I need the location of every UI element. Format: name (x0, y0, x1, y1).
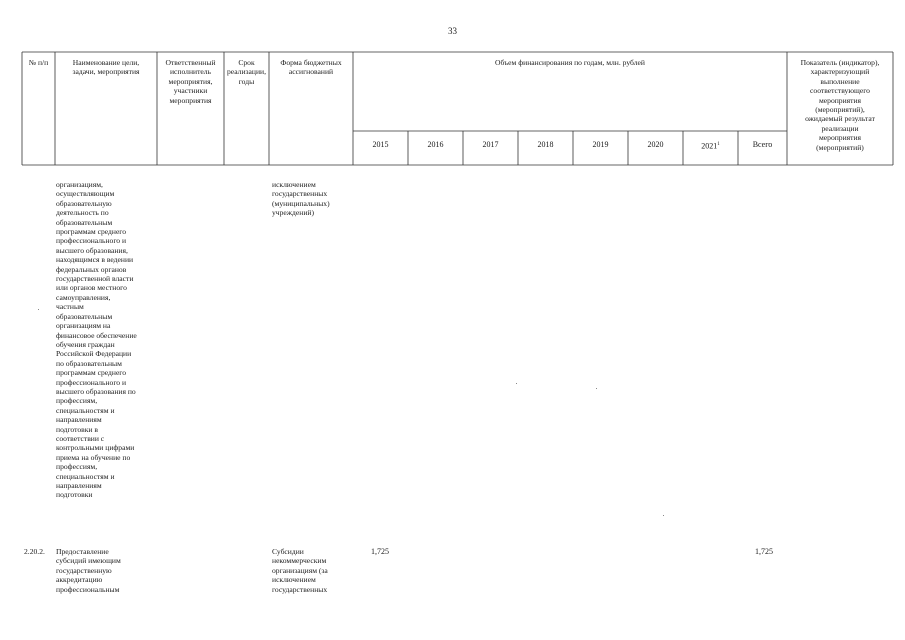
header-year-2018: 2018 (537, 140, 554, 149)
scan-speck (663, 515, 664, 516)
header-year-2021 (683, 140, 738, 151)
row-value-2015: 1,725 (371, 547, 389, 556)
row-value-total: 1,725 (755, 547, 773, 556)
header-form: Форма бюджетных ассигнований (280, 58, 342, 77)
row-number: 2.20.2. (24, 547, 45, 556)
continued-row-form: исключением государственных (муниципальных) учреждений) (272, 180, 330, 218)
continued-row-name: организациям, осуществляющим образовательную деятельность по образовательным программам среднего профессионального и высшего образования, находящимся в ведении федеральных органов государственной власти или органов местного самоуправления, частным образовательным организациям на финансовое обеспечение обучения граждан Российской Федерации по образовательным программам среднего профессионального и высшего образования по профессиям, специальностям и направлениям подготовки в соответствии с контрольными цифрами приема на обучение по профессиям, специальностям и направлениям подготовки (56, 180, 137, 500)
header-total: Всего (752, 140, 773, 149)
scan-speck (596, 388, 597, 389)
footnote-marker: 1 (717, 142, 720, 147)
header-responsible: Ответственный исполнитель мероприятия, участники мероприятия (165, 58, 216, 105)
header-name: Наименование цели, задачи, мероприятия (72, 58, 140, 77)
header-no: № п/п (28, 58, 49, 67)
header-year-2019: 2019 (592, 140, 609, 149)
header-term: Срок реализации, годы (226, 58, 266, 86)
header-indicator: Показатель (индикатор), характеризующий выполнение соответствующего мероприятия (мероприятий), ожидаемый результат реализации мероприятия (мероприятий) (800, 58, 880, 152)
header-finance: Объем финансирования по годам, млн. рублей (495, 58, 645, 67)
row-name: Предоставление субсидий имеющим государственную аккредитацию профессиональным (56, 547, 121, 594)
page-number: 33 (448, 26, 457, 36)
header-year-2017: 2017 (482, 140, 499, 149)
year-2021-label: 2021 (701, 141, 718, 151)
scan-speck (38, 309, 39, 310)
header-year-2020: 2020 (647, 140, 664, 149)
row-form: Субсидии некоммерческим организациям (за исключением государственных (272, 547, 328, 594)
header-year-2016: 2016 (427, 140, 444, 149)
scan-speck (516, 383, 517, 384)
header-year-2015: 2015 (372, 140, 389, 149)
